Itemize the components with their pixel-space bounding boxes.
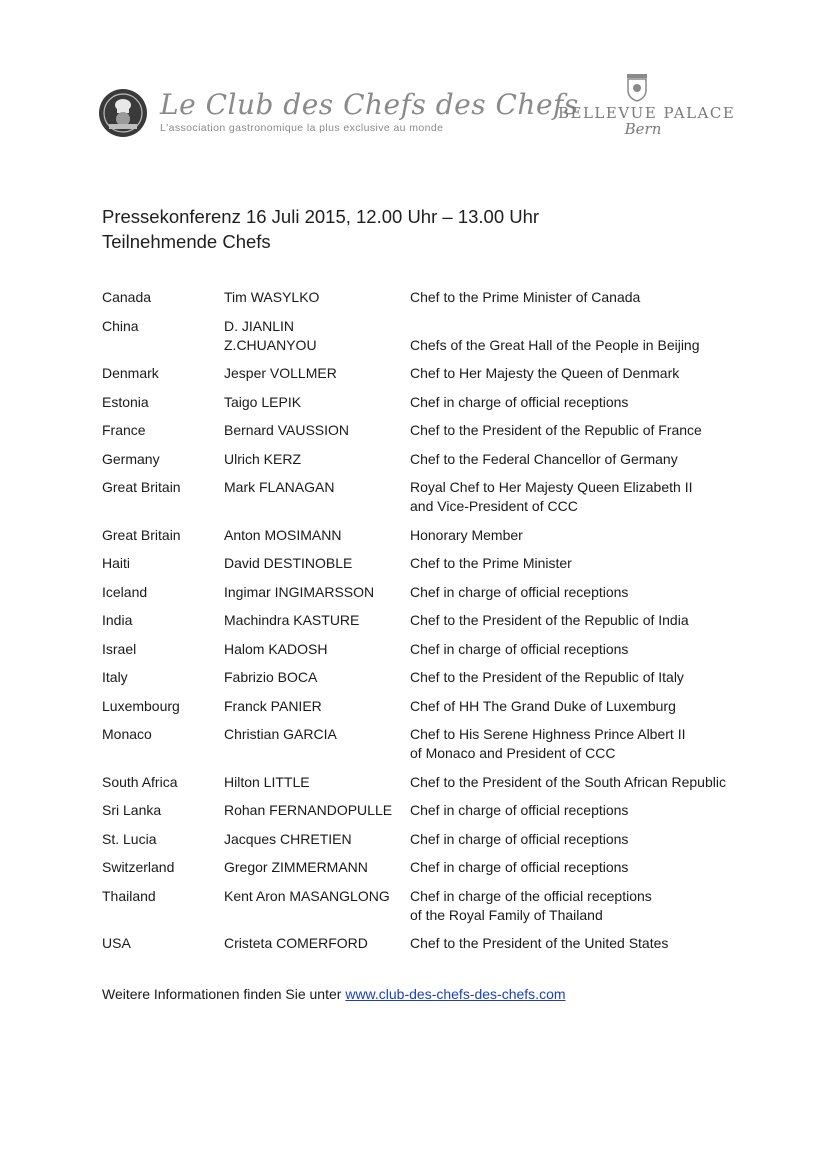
- chef-name-line: Christian GARCIA: [224, 726, 337, 742]
- chef-role-line: Chef in charge of official receptions: [410, 830, 629, 847]
- chef-country-line: France: [102, 422, 146, 438]
- chef-country-line: Israel: [102, 640, 137, 657]
- chef-name-line: Gregor ZIMMERMANN: [224, 859, 368, 875]
- chef-country-line: China: [102, 317, 139, 334]
- chef-name-line: Hilton LITTLE: [224, 773, 310, 790]
- chef-role-line: Chef to the Prime Minister of Canada: [410, 289, 641, 305]
- chef-role: [410, 611, 762, 640]
- chef-role-line: Chef in charge of official receptions: [410, 859, 629, 875]
- chef-name-line: Anton MOSIMANN: [224, 526, 342, 543]
- chef-role: [410, 317, 762, 365]
- chef-name-line: Halom KADOSH: [224, 640, 328, 657]
- chef-country-line: Iceland: [102, 583, 148, 600]
- chef-name: [224, 421, 410, 450]
- chef-country-line: India: [102, 612, 133, 628]
- chef-row: [102, 887, 762, 935]
- chef-role-line: Chef in charge of the official receptions: [410, 887, 652, 904]
- chef-row: [102, 773, 762, 802]
- club-des-chefs-logo: [98, 88, 579, 144]
- chef-role: [410, 773, 762, 802]
- chef-role: [410, 288, 762, 317]
- chef-row: [102, 364, 762, 393]
- chef-role: [410, 583, 762, 612]
- chef-name-line: Machindra KASTURE: [224, 612, 360, 628]
- chef-role-line: Chef to the Prime Minister: [410, 555, 572, 571]
- chef-role-line: Chef to the Federal Chancellor of Germany: [410, 450, 678, 467]
- chef-country-line: Luxembourg: [102, 697, 180, 714]
- chef-name: [224, 934, 410, 963]
- chef-country: [102, 801, 224, 830]
- chef-role: [410, 478, 762, 526]
- chef-name: [224, 364, 410, 393]
- chef-country: [102, 934, 224, 963]
- chef-role: [410, 393, 762, 422]
- chef-name-line: D. JIANLIN: [224, 317, 295, 334]
- chef-name: [224, 830, 410, 859]
- chef-name-line: David DESTINOBLE: [224, 555, 353, 571]
- chef-name: [224, 640, 410, 669]
- chef-row: [102, 830, 762, 859]
- participants-subtitle: Teilnehmende Chefs: [102, 231, 271, 252]
- chef-name: [224, 801, 410, 830]
- chef-role-line: Chef to the President of the United States: [410, 935, 669, 951]
- chef-name-line: Ulrich KERZ: [224, 450, 302, 467]
- hotel-crest-icon: [624, 72, 650, 102]
- chef-country-line: Monaco: [102, 726, 152, 742]
- chef-country: [102, 725, 224, 773]
- chef-country: [102, 393, 224, 422]
- chef-name-line: Cristeta COMERFORD: [224, 935, 368, 951]
- chef-role: [410, 554, 762, 583]
- chef-role: [410, 668, 762, 697]
- chef-role-line: of the Royal Family of Thailand: [410, 906, 603, 923]
- chef-country-line: Italy: [102, 669, 128, 685]
- chef-country-line: Great Britain: [102, 479, 181, 495]
- chef-country-line: Thailand: [102, 887, 156, 904]
- chef-row: [102, 317, 762, 365]
- chef-name-line: Rohan FERNANDOPULLE: [224, 802, 393, 818]
- chef-name: [224, 725, 410, 773]
- chef-row: [102, 934, 762, 963]
- chef-role: [410, 421, 762, 450]
- chef-role-line: Chef in charge of official receptions: [410, 640, 629, 657]
- chef-country-line: Estonia: [102, 393, 149, 410]
- chef-role: [410, 640, 762, 669]
- chef-country: [102, 773, 224, 802]
- chef-country-line: Germany: [102, 450, 160, 467]
- club-tagline: L'association gastronomique la plus exclusive au monde: [160, 122, 444, 134]
- chef-country: [102, 478, 224, 526]
- chef-country: [102, 668, 224, 697]
- club-name: Le Club des Chefs des Chefs: [160, 88, 579, 121]
- chef-name: [224, 583, 410, 612]
- chef-country: [102, 830, 224, 859]
- chef-country: [102, 526, 224, 555]
- chef-row: [102, 611, 762, 640]
- chef-country-line: USA: [102, 935, 131, 951]
- chef-name: [224, 668, 410, 697]
- chef-name-line: Fabrizio BOCA: [224, 669, 318, 685]
- chef-country: [102, 317, 224, 365]
- chef-row: [102, 288, 762, 317]
- chef-row: [102, 668, 762, 697]
- chef-role: [410, 887, 762, 935]
- chef-name-line: Mark FLANAGAN: [224, 479, 335, 495]
- chef-role-line: Royal Chef to Her Majesty Queen Elizabeth II: [410, 479, 693, 495]
- chef-row: [102, 640, 762, 669]
- chef-country-line: Denmark: [102, 365, 159, 381]
- chef-country-line: Great Britain: [102, 526, 181, 543]
- chef-role-line: and Vice-President of CCC: [410, 498, 578, 514]
- chef-country: [102, 611, 224, 640]
- chef-role: [410, 364, 762, 393]
- chef-name: [224, 554, 410, 583]
- chef-name-line: Franck PANIER: [224, 697, 322, 714]
- chef-country: [102, 583, 224, 612]
- chef-name: [224, 288, 410, 317]
- chef-country: [102, 858, 224, 887]
- chef-row: [102, 478, 762, 526]
- chef-row: [102, 526, 762, 555]
- chef-row: [102, 725, 762, 773]
- chef-country: [102, 288, 224, 317]
- chef-role-line: Chef of HH The Grand Duke of Luxemburg: [410, 697, 676, 714]
- chef-row: [102, 697, 762, 726]
- chef-name-line: Jesper VOLLMER: [224, 365, 337, 381]
- chef-country: [102, 450, 224, 479]
- chef-name: [224, 887, 410, 935]
- chef-role-line: Honorary Member: [410, 526, 523, 543]
- chef-role: [410, 725, 762, 773]
- chef-role-line: Chefs of the Great Hall of the People in Beijing: [410, 336, 700, 353]
- chef-emblem-icon: [98, 88, 148, 138]
- chef-row: [102, 801, 762, 830]
- chef-name-line: Taigo LEPIK: [224, 393, 302, 410]
- chef-row: [102, 450, 762, 479]
- chef-country: [102, 364, 224, 393]
- chef-name: [224, 697, 410, 726]
- chef-name-line: Bernard VAUSSION: [224, 422, 350, 438]
- chef-country: [102, 554, 224, 583]
- chef-row: [102, 858, 762, 887]
- chef-role-line: Chef to the President of the Republic of France: [410, 422, 702, 438]
- chef-country: [102, 421, 224, 450]
- chef-name: [224, 450, 410, 479]
- chef-role-line: Chef in charge of official receptions: [410, 802, 629, 818]
- chef-name: [224, 526, 410, 555]
- chef-role-line: Chef to the President of the Republic of India: [410, 612, 689, 628]
- website-link[interactable]: www.club-des-chefs-des-chefs.com: [345, 986, 566, 1002]
- chef-role-line: Chef in charge of official receptions: [410, 393, 629, 410]
- chef-row: [102, 554, 762, 583]
- chef-role-line: Chef to Her Majesty the Queen of Denmark: [410, 365, 680, 381]
- chef-role-line: Chef to His Serene Highness Prince Albert II: [410, 726, 686, 742]
- chef-role: [410, 830, 762, 859]
- chef-country-line: Sri Lanka: [102, 802, 162, 818]
- chef-country: [102, 640, 224, 669]
- chef-row: [102, 583, 762, 612]
- chef-role-line: Chef to the President of the Republic of Italy: [410, 669, 684, 685]
- chef-country-line: St. Lucia: [102, 830, 157, 847]
- chefs-table: [102, 288, 762, 963]
- bellevue-palace-logo: [558, 72, 736, 142]
- chef-role-line: of Monaco and President of CCC: [410, 745, 616, 761]
- chef-role: [410, 526, 762, 555]
- chef-role-line: [410, 317, 762, 336]
- chef-name-line: Jacques CHRETIEN: [224, 830, 352, 847]
- chef-name: [224, 393, 410, 422]
- chef-country-line: Canada: [102, 289, 152, 305]
- chef-name-line: Ingimar INGIMARSSON: [224, 583, 375, 600]
- chef-name: [224, 773, 410, 802]
- chef-name: [224, 858, 410, 887]
- footer-info: [102, 986, 566, 1002]
- document-heading: [102, 204, 539, 254]
- chef-name-line: Tim WASYLKO: [224, 289, 320, 305]
- chef-name: [224, 478, 410, 526]
- chef-role-line: Chef to the President of the South African Republic: [410, 773, 726, 790]
- chef-country-line: Haiti: [102, 555, 131, 571]
- chef-role: [410, 858, 762, 887]
- chef-row: [102, 421, 762, 450]
- chef-role-line: Chef in charge of official receptions: [410, 583, 629, 600]
- chef-name-line: Kent Aron MASANGLONG: [224, 887, 390, 904]
- hotel-city: Bern: [624, 120, 662, 138]
- chef-country: [102, 697, 224, 726]
- chef-role: [410, 697, 762, 726]
- chef-role: [410, 450, 762, 479]
- chef-name-line: Z.CHUANYOU: [224, 336, 317, 353]
- press-conference-title: Pressekonferenz 16 Juli 2015, 12.00 Uhr – 13.00 Uhr: [102, 206, 540, 227]
- chef-country-line: Switzerland: [102, 859, 175, 875]
- footer-text: Weitere Informationen finden Sie unter: [102, 986, 342, 1002]
- chef-country: [102, 887, 224, 935]
- chef-country-line: South Africa: [102, 773, 178, 790]
- chef-name: [224, 611, 410, 640]
- chef-role: [410, 934, 762, 963]
- chef-role: [410, 801, 762, 830]
- chef-name: [224, 317, 410, 365]
- hotel-name: BELLEVUE PALACE: [558, 104, 736, 122]
- chef-row: [102, 393, 762, 422]
